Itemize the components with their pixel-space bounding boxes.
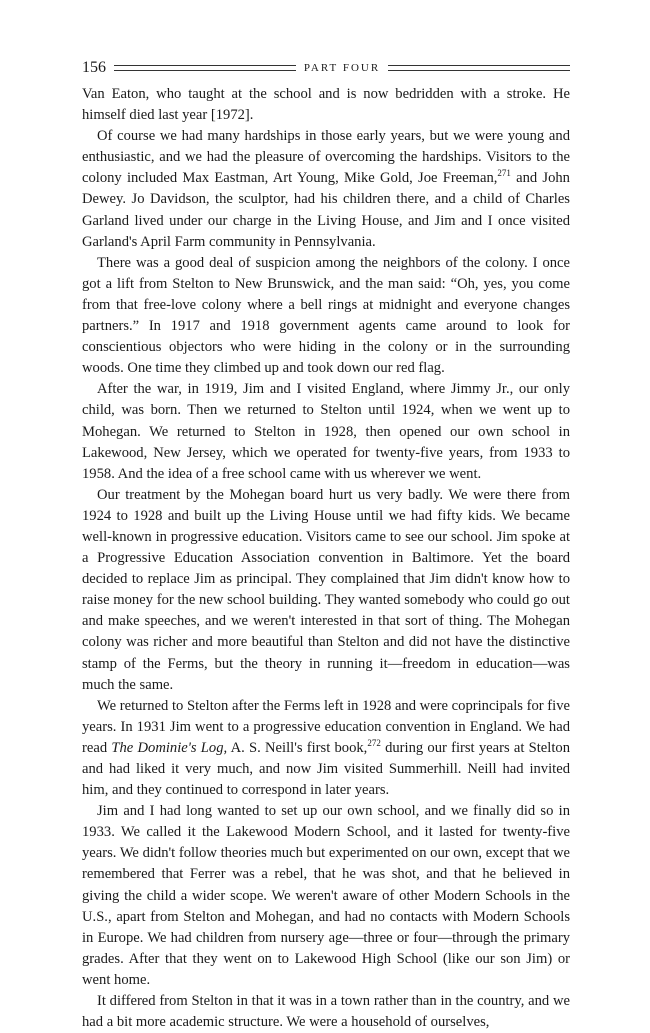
page-number: 156 bbox=[82, 59, 106, 76]
paragraph bbox=[82, 801, 570, 991]
header-rule-right bbox=[388, 65, 570, 71]
paragraph bbox=[82, 991, 570, 1033]
header-rule-left bbox=[114, 65, 296, 71]
paragraph bbox=[82, 126, 570, 253]
paragraph bbox=[82, 485, 570, 696]
paragraph-text: It differed from Stelton in that it was in a town rather than in the country, and we had a bit more academic structure. We were a household of ourselves, bbox=[82, 993, 570, 1031]
paragraph-text: Of course we had many hardships in those early years, but we were young and enthusiastic, and we had the pleasure of overcoming the hardships. Visitors to the colony included Max Eastman, Art Young, Mike Gold, Joe Freeman, bbox=[82, 128, 570, 187]
paragraph-text: Van Eaton, who taught at the school and is now bedridden with a stroke. He himself died last year [1972]. bbox=[82, 86, 570, 124]
paragraph-text: Our treatment by the Mohegan board hurt us very badly. We were there from 1924 to 1928 and built up the Living House until we had fifty kids. We became well-known in progressive education. Visitors came to see our school. Jim spoke at a Progressive Education Association convention in Baltimore. Yet the board decided to replace Jim as principal. They complained that Jim didn't know how to raise money for the new school building. They wanted somebody who could go out and make speeches, and we weren't interested in that sort of thing. The Mohegan colony was richer and more beautiful than Stelton and did not have the distinctive stamp of the Ferms, but the theory in running it—freedom in education—was much the same. bbox=[82, 486, 570, 693]
paragraph bbox=[82, 379, 570, 484]
paragraph-text: There was a good deal of suspicion among the neighbors of the colony. I once got a lift from Stelton to New Brunswick, and the man said: “Oh, yes, you come from that free-love colony where a bell rings at midnight and everyone changes partners.” In 1917 and 1918 government agents came around to look for conscientious objectors who were hiding in the colony or in the surrounding woods. One time they climbed up and took down our red flag. bbox=[82, 254, 570, 377]
paragraph-text: After the war, in 1919, Jim and I visited England, where Jimmy Jr., our only child, was born. Then we returned to Stelton until 1924, when we went up to Mohegan. We returned to Stelton in 1928, then opened our own school in Lakewood, New Jersey, which we operated for twenty-five years, from 1933 to 1958. And the idea of a free school came with us wherever we went. bbox=[82, 381, 570, 482]
paragraph bbox=[82, 696, 570, 801]
paragraph bbox=[82, 253, 570, 380]
body-text bbox=[82, 84, 570, 1033]
paragraph-text: A. S. Neill's first book, bbox=[227, 739, 368, 756]
running-header bbox=[82, 58, 570, 78]
paragraph-text: Jim and I had long wanted to set up our own school, and we finally did so in 1933. We called it the Lakewood Modern School, and it lasted for twenty-five years. We didn't follow theories much but experimented on our own, except that we remembered that Ferrer was a rebel, that he was shot, and that he believed in giving the child a wider scope. We weren't aware of other Modern Schools in the U.S., apart from Stelton and Mohegan, and had no contacts with Modern Schools in Europe. We had children from nursery age—three or four—through the primary grades. After that they went on to Lakewood High School (like our son Jim) or went home. bbox=[82, 803, 570, 988]
paragraph-text: during our first years at Stelton and had liked it very much, and now Jim visited Summerhill. Neill had invited him, and they continued to correspond in later years. bbox=[82, 739, 570, 799]
footnote-marker: 271 bbox=[497, 168, 511, 179]
footnote-marker: 272 bbox=[367, 738, 381, 749]
paragraph bbox=[82, 84, 570, 126]
book-title: The Dominie's Log, bbox=[111, 739, 228, 756]
paragraph-text: We returned to Stelton after the Ferms left in 1928 and were coprincipals for five years. In 1931 Jim went to a progressive education convention in England. We had read bbox=[82, 697, 570, 756]
part-label: PART FOUR bbox=[303, 62, 381, 74]
paragraph-text: and John Dewey. Jo Davidson, the sculptor, had his children there, and a child of Charles Garland lived under our charge in the Living House, and Jim and I once visited Garland's April Farm community in Pennsylvania. bbox=[82, 170, 570, 250]
